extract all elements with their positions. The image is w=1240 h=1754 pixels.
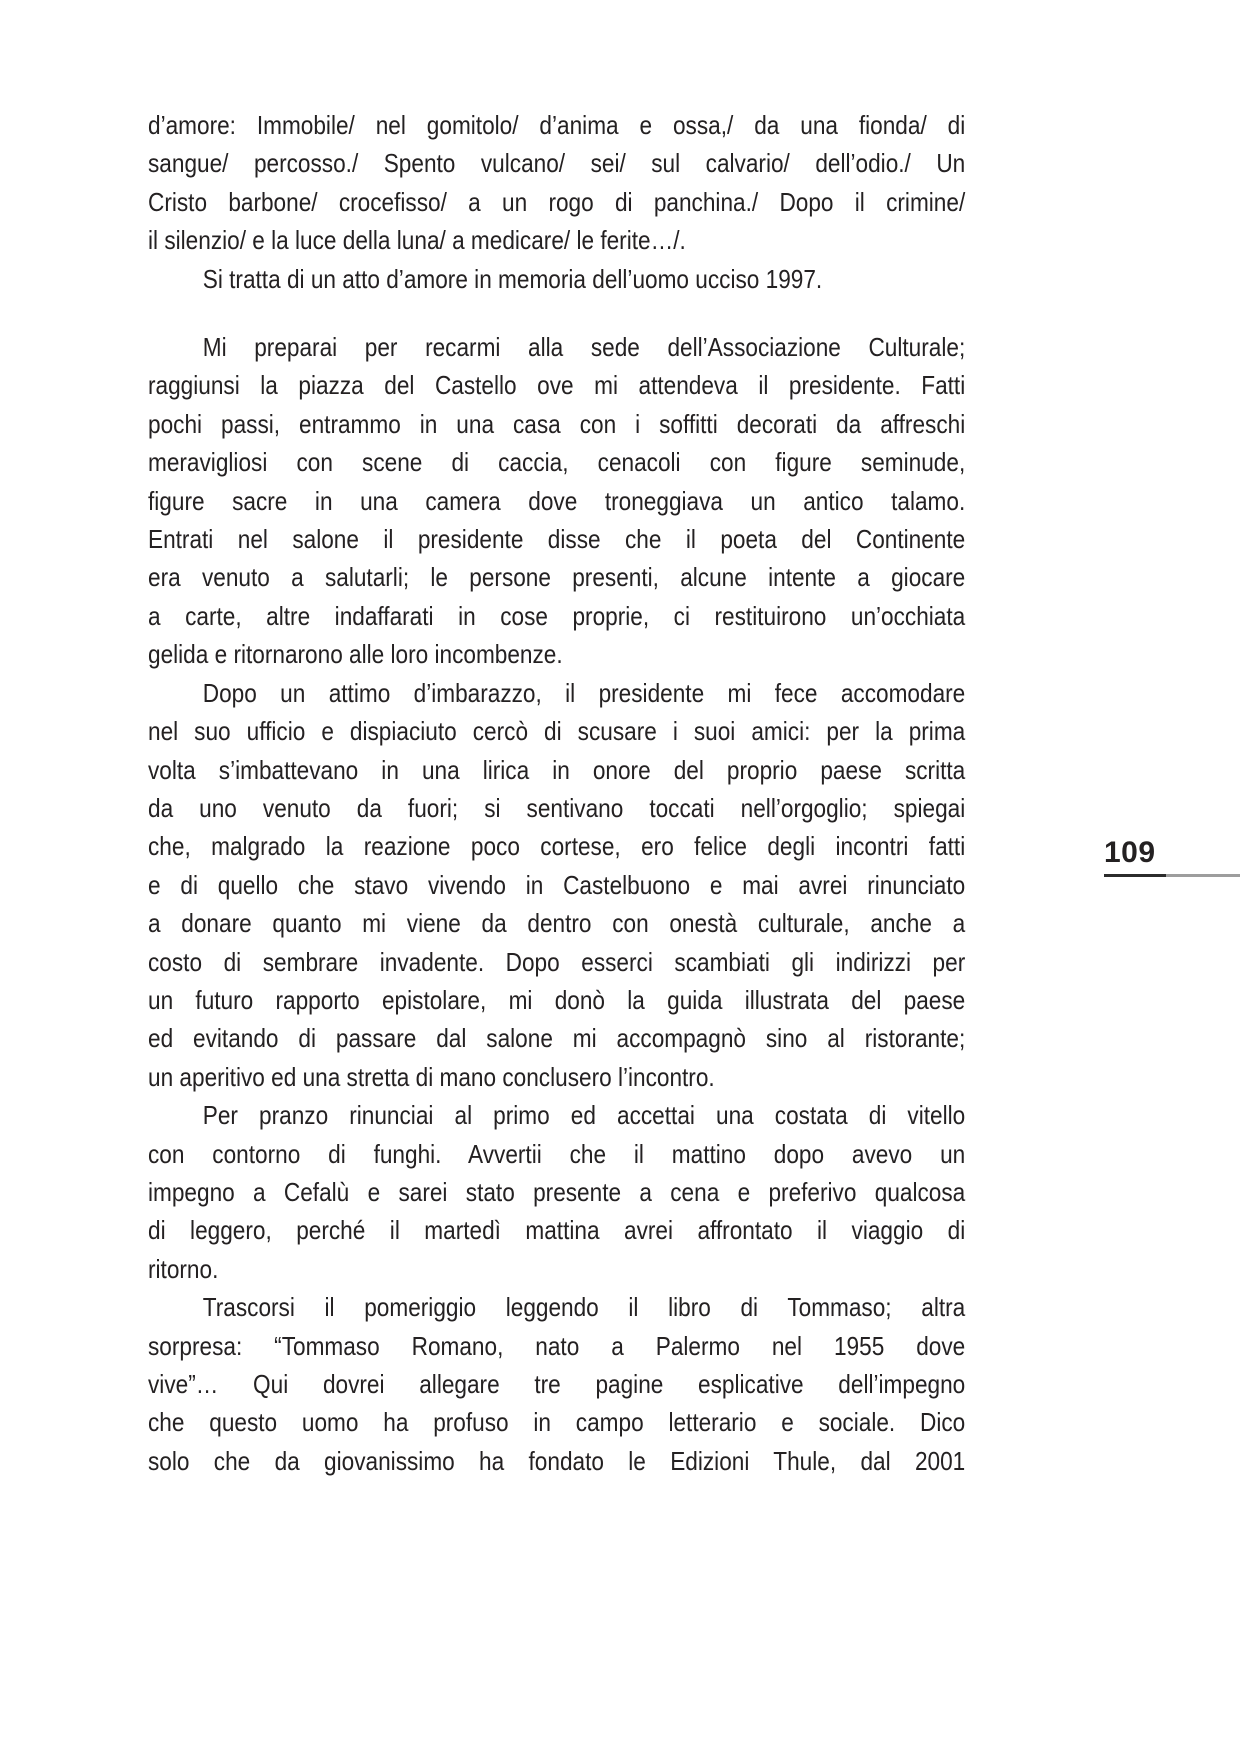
text-line: meravigliosi con scene di caccia, cenacoli con figure seminude, [148, 447, 966, 478]
text-line: che, malgrado la reazione poco cortese, ero felice degli incontri fatti [148, 831, 966, 862]
poem-quote-continuation [148, 106, 965, 260]
text-line: era venuto a salutarli; le persone presenti, alcune intente a giocare [148, 562, 966, 593]
text-line: Per pranzo rinunciai al primo ed accettai una costata di vitello [202, 1100, 966, 1131]
text-line: d’amore: Immobile/ nel gomitolo/ d’anima e ossa,/ da una fionda/ di [148, 110, 966, 140]
text-line: vive”… Qui dovrei allegare tre pagine esplicative dell’impegno [148, 1369, 966, 1399]
text-block [148, 106, 965, 1480]
page-number-rule [1104, 874, 1240, 877]
para-dopo-un-attimo [148, 674, 965, 1096]
text-line: il silenzio/ e la luce della luna/ a medicare/ le ferite…/. [148, 225, 686, 256]
text-line: figure sacre in una camera dove troneggiava un antico talamo. [148, 485, 966, 516]
text-line: ed evitando di passare dal salone mi accompagnò sino al ristorante; [148, 1023, 966, 1054]
para-mi-preparai [148, 328, 965, 674]
text-line: Cristo barbone/ crocefisso/ a un rogo di panchina./ Dopo il crimine/ [148, 186, 966, 217]
text-line: impegno a Cefalù e sarei stato presente a cena e preferivo qualcosa [148, 1176, 966, 1207]
text-line: con contorno di funghi. Avvertii che il mattino dopo avevo un [148, 1138, 966, 1169]
text-line: Trascorsi il pomeriggio leggendo il libro di Tommaso; altra [202, 1292, 966, 1323]
text-line: Mi preparai per recarmi alla sede dell’Associazione Culturale; [202, 332, 966, 363]
para-per-pranzo [148, 1096, 965, 1288]
text-line: Dopo un attimo d’imbarazzo, il presidente mi fece accomodare [202, 677, 966, 708]
para-trascorsi [148, 1288, 965, 1480]
text-line: che questo uomo ha profuso in campo letterario e sociale. Dico [148, 1407, 966, 1438]
text-line: pochi passi, entrammo in una casa con i soffitti decorati da affreschi [148, 408, 966, 439]
text-line: ritorno. [148, 1253, 219, 1284]
text-line: un aperitivo ed una stretta di mano conclusero l’incontro. [148, 1061, 715, 1092]
text-line: costo di sembrare invadente. Dopo esserci scambiati gli indirizzi per [148, 946, 966, 977]
text-line: gelida e ritornarono alle loro incombenze. [148, 639, 563, 670]
text-line: Si tratta di un atto d’amore in memoria dell’uomo ucciso 1997. [202, 263, 823, 294]
text-line: nel suo ufficio e dispiaciuto cercò di scusare i suoi amici: per la prima [148, 716, 966, 747]
text-line: e di quello che stavo vivendo in Castelbuono e mai avrei rinunciato [148, 869, 966, 900]
text-line: solo che da giovanissimo ha fondato le Edizioni Thule, dal 2001 [148, 1445, 966, 1476]
text-line: a carte, altre indaffarati in cose proprie, ci restituirono un’occhiata [148, 600, 966, 631]
text-line: a donare quanto mi viene da dentro con onestà culturale, anche a [148, 908, 966, 939]
text-line: sangue/ percosso./ Spento vulcano/ sei/ sul calvario/ dell’odio./ Un [148, 148, 966, 179]
text-line: sorpresa: “Tommaso Romano, nato a Palermo nel 1955 dove [148, 1330, 966, 1361]
text-line: raggiunsi la piazza del Castello ove mi attendeva il presidente. Fatti [148, 370, 966, 401]
text-line: di leggero, perché il martedì mattina avrei affrontato il viaggio di [148, 1215, 966, 1246]
page-number: 109 [1104, 836, 1156, 869]
text-line: un futuro rapporto epistolare, mi donò la guida illustrata del paese [148, 984, 966, 1015]
text-line: volta s’imbattevano in una lirica in onore del proprio paese scritta [148, 754, 966, 785]
text-line: da uno venuto da fuori; si sentivano toccati nell’orgoglio; spiegai [148, 792, 966, 823]
text-line: Entrati nel salone il presidente disse che il poeta del Continente [148, 524, 966, 555]
para-si-tratta [148, 260, 965, 298]
